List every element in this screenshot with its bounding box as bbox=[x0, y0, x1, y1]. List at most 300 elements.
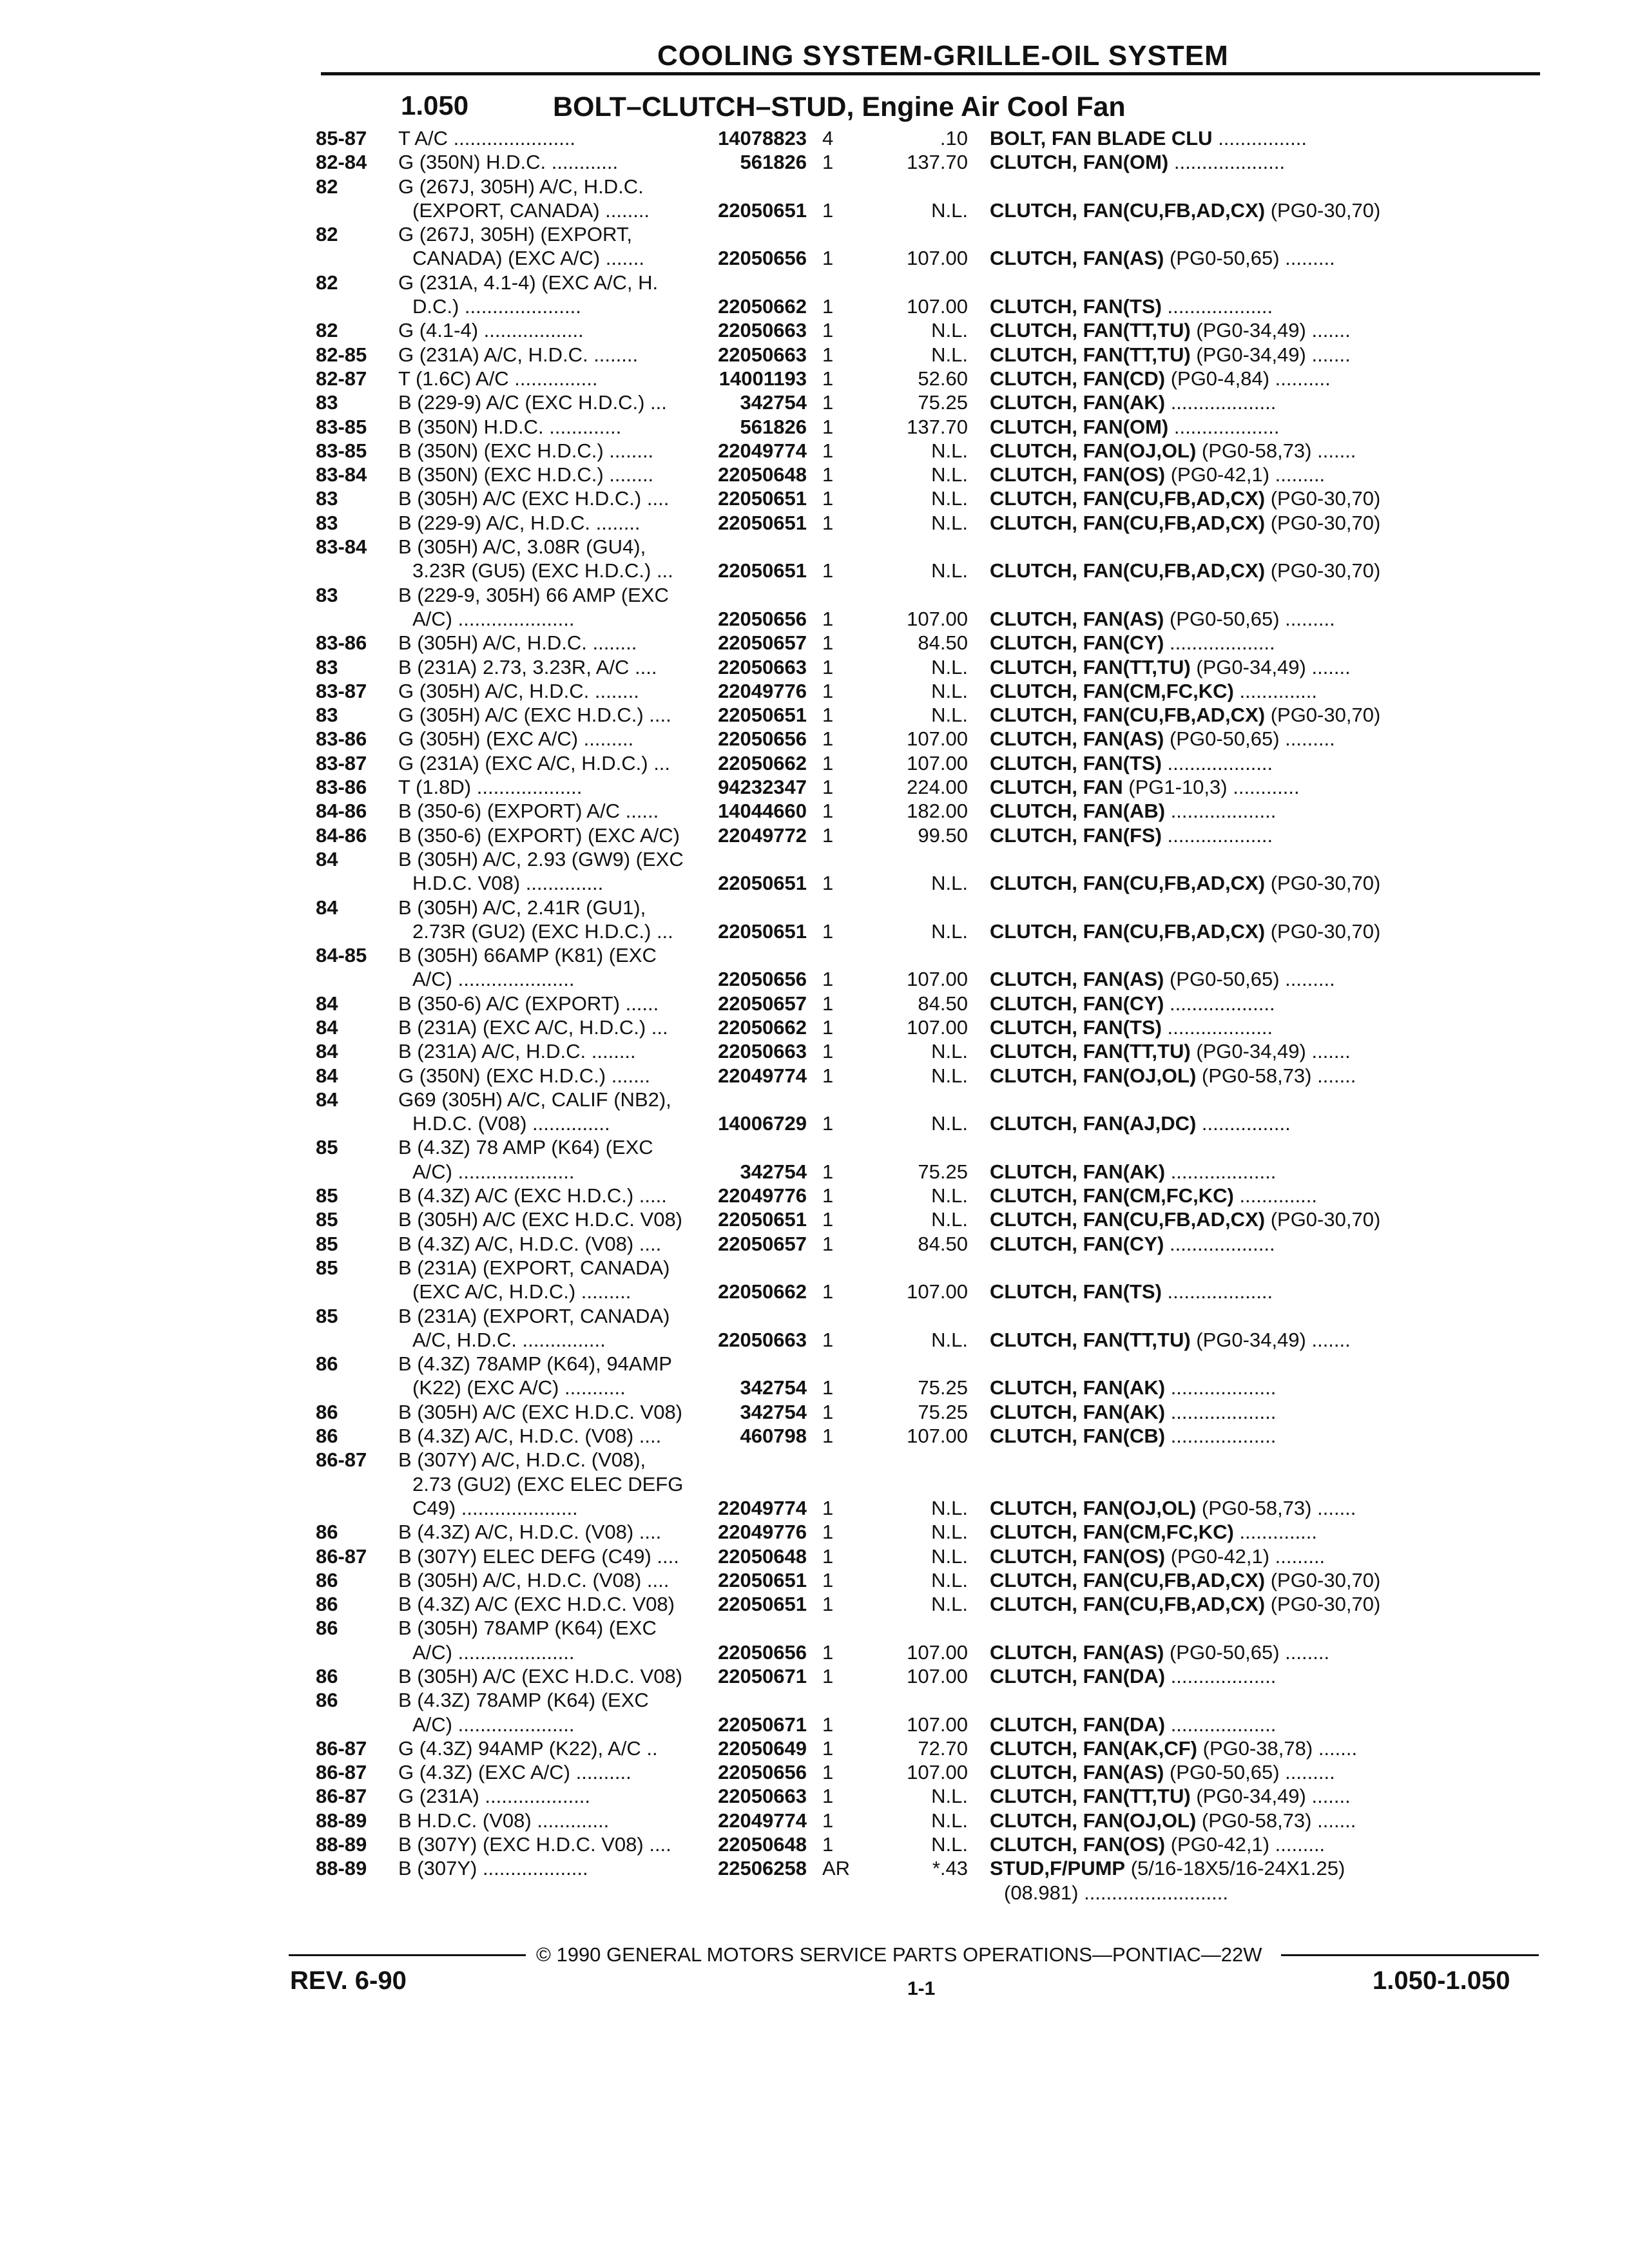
description-name: CLUTCH, FAN(AS) bbox=[990, 727, 1164, 751]
parts-entry bbox=[316, 1688, 1540, 1736]
description-name: CLUTCH, FAN(CB) bbox=[990, 1425, 1166, 1448]
application-text: (EXC A/C, H.D.C.) ......... bbox=[412, 1280, 631, 1303]
price: 107.00 bbox=[907, 1015, 968, 1039]
quantity: AR bbox=[822, 1857, 851, 1880]
entry-line bbox=[316, 1160, 1540, 1184]
entry-line bbox=[316, 1760, 1540, 1784]
price: 75.25 bbox=[918, 391, 968, 414]
description-name: CLUTCH, FAN(CU,FB,AD,CX) bbox=[990, 704, 1266, 727]
price: 107.00 bbox=[907, 727, 968, 751]
model-years: 83-86 bbox=[316, 631, 367, 655]
description-detail: .................... bbox=[1168, 151, 1286, 174]
entry-line bbox=[316, 1520, 1540, 1544]
description-detail: (PG0-58,73) ....... bbox=[1196, 439, 1356, 462]
description-detail: (PG0-30,70) bbox=[1265, 1568, 1381, 1591]
quantity: 1 bbox=[822, 487, 834, 510]
description-detail: ................... bbox=[1164, 992, 1275, 1015]
model-years: 83 bbox=[316, 583, 338, 606]
part-description bbox=[990, 727, 1540, 751]
application-text: B (305H) A/C (EXC H.D.C. V08) bbox=[398, 1665, 683, 1687]
part-number: 22049772 bbox=[718, 823, 807, 847]
part-number: 342754 bbox=[740, 1376, 807, 1399]
application-text: B (305H) A/C, H.D.C. (V08) .... bbox=[398, 1568, 670, 1591]
description-name: CLUTCH, FAN(AS) bbox=[990, 1761, 1164, 1784]
part-number: 22050651 bbox=[718, 919, 807, 943]
price: 72.70 bbox=[918, 1736, 968, 1760]
model-years: 84-86 bbox=[316, 823, 367, 847]
application-text: D.C.) ..................... bbox=[412, 295, 581, 318]
part-number: 342754 bbox=[740, 391, 807, 414]
parts-entry bbox=[316, 1424, 1540, 1448]
entry-line bbox=[316, 1736, 1540, 1760]
parts-entry bbox=[316, 486, 1540, 510]
part-description bbox=[990, 703, 1540, 727]
footer-section-range: 1.050-1.050 bbox=[1373, 1966, 1510, 1995]
entry-line bbox=[316, 679, 1540, 703]
quantity: 1 bbox=[822, 1544, 834, 1568]
model-years: 84 bbox=[316, 1015, 338, 1039]
model-years: 84 bbox=[316, 992, 338, 1015]
footer-rule-left bbox=[289, 1954, 526, 1956]
model-years: 86-87 bbox=[316, 1544, 367, 1568]
part-description bbox=[990, 1544, 1540, 1568]
parts-entry bbox=[316, 439, 1540, 463]
price: 84.50 bbox=[918, 992, 968, 1015]
part-number: 22050651 bbox=[718, 1593, 807, 1616]
quantity: 1 bbox=[822, 1015, 834, 1039]
application-text: T (1.8D) ................... bbox=[398, 776, 583, 799]
description-name: CLUTCH, FAN(CM,FC,KC) bbox=[990, 1521, 1234, 1544]
entry-line bbox=[316, 246, 1540, 270]
page-header-title: COOLING SYSTEM-GRILLE-OIL SYSTEM bbox=[657, 40, 1229, 72]
application-text: G (267J, 305H) A/C, H.D.C. bbox=[398, 175, 644, 198]
application-text: B (4.3Z) 78 AMP (K64) (EXC bbox=[398, 1136, 653, 1159]
price: N.L. bbox=[931, 1568, 968, 1591]
description-detail: (PG0-30,70) bbox=[1265, 872, 1381, 895]
description-name: CLUTCH, FAN(CY) bbox=[990, 631, 1164, 655]
parts-entry bbox=[316, 703, 1540, 727]
part-description bbox=[990, 1160, 1540, 1184]
quantity: 1 bbox=[822, 968, 834, 991]
part-description bbox=[990, 1568, 1540, 1592]
quantity: 1 bbox=[822, 415, 834, 438]
part-number: 22050651 bbox=[718, 1568, 807, 1591]
quantity: 1 bbox=[822, 679, 834, 702]
entry-line bbox=[316, 1809, 1540, 1832]
description-name: CLUTCH, FAN(CU,FB,AD,CX) bbox=[990, 872, 1266, 895]
description-name: CLUTCH, FAN(AK) bbox=[990, 1160, 1166, 1183]
description-name: CLUTCH, FAN(OM) bbox=[990, 415, 1169, 438]
price: N.L. bbox=[931, 1040, 968, 1063]
application-text: B (305H) A/C (EXC H.D.C.) .... bbox=[398, 487, 670, 510]
model-years: 84 bbox=[316, 1088, 338, 1111]
description-name: CLUTCH, FAN(AS) bbox=[990, 968, 1164, 991]
part-number: 22050656 bbox=[718, 1761, 807, 1784]
part-description bbox=[990, 1111, 1540, 1135]
description-detail: .............. bbox=[1233, 1184, 1318, 1207]
quantity: 1 bbox=[822, 872, 834, 895]
parts-entry bbox=[316, 1232, 1540, 1256]
part-description bbox=[990, 992, 1540, 1015]
description-detail: ................ bbox=[1212, 127, 1307, 149]
price: N.L. bbox=[931, 1064, 968, 1087]
model-years: 85 bbox=[316, 1304, 338, 1327]
entry-line bbox=[316, 1232, 1540, 1256]
quantity: 1 bbox=[822, 1328, 834, 1351]
application-text: B (305H) A/C, 2.93 (GW9) (EXC bbox=[398, 847, 684, 870]
part-description bbox=[990, 679, 1540, 703]
entry-line bbox=[316, 126, 1540, 150]
model-years: 83 bbox=[316, 655, 338, 678]
model-years: 86 bbox=[316, 1425, 338, 1448]
model-years: 84 bbox=[316, 847, 338, 870]
quantity: 1 bbox=[822, 343, 834, 366]
description-detail: (PG0-30,70) bbox=[1265, 487, 1381, 510]
part-description bbox=[990, 607, 1540, 631]
price: 75.25 bbox=[918, 1160, 968, 1183]
description-detail: ................... bbox=[1165, 1665, 1277, 1687]
part-number: 22049774 bbox=[718, 1809, 807, 1832]
model-years: 83 bbox=[316, 487, 338, 510]
part-description bbox=[990, 1640, 1540, 1664]
description-name: CLUTCH, FAN(OJ,OL) bbox=[990, 1496, 1197, 1519]
price: N.L. bbox=[931, 319, 968, 342]
description-detail: .............. bbox=[1233, 679, 1318, 702]
quantity: 1 bbox=[822, 1593, 834, 1616]
quantity: 1 bbox=[822, 295, 834, 318]
part-number: 14001193 bbox=[718, 367, 807, 390]
description-detail: (PG0-30,70) bbox=[1265, 1593, 1381, 1616]
entry-line bbox=[316, 1256, 1540, 1280]
price: 107.00 bbox=[907, 1761, 968, 1784]
description-name: CLUTCH, FAN(CM,FC,KC) bbox=[990, 1184, 1234, 1207]
parts-entry bbox=[316, 415, 1540, 439]
part-description bbox=[990, 511, 1540, 535]
entry-line bbox=[316, 1784, 1540, 1808]
description-name: CLUTCH, FAN(OS) bbox=[990, 463, 1166, 486]
entry-line bbox=[316, 1616, 1540, 1640]
application-text: C49) ..................... bbox=[412, 1496, 578, 1519]
price: .10 bbox=[940, 127, 968, 149]
part-description bbox=[990, 343, 1540, 367]
application-text: T (1.6C) A/C ............... bbox=[398, 367, 598, 390]
application-text: B (350N) (EXC H.D.C.) ........ bbox=[398, 463, 654, 486]
entry-line bbox=[316, 198, 1540, 222]
part-number: 22050657 bbox=[718, 992, 807, 1015]
model-years: 82-84 bbox=[316, 151, 367, 174]
price: 107.00 bbox=[907, 247, 968, 270]
entry-line bbox=[316, 1088, 1540, 1111]
entry-line bbox=[316, 847, 1540, 871]
parts-entry bbox=[316, 1352, 1540, 1400]
application-text: B (4.3Z) A/C, H.D.C. (V08) .... bbox=[398, 1521, 662, 1544]
model-years: 85 bbox=[316, 1256, 338, 1279]
model-years: 83-85 bbox=[316, 415, 367, 438]
part-description bbox=[990, 246, 1540, 270]
part-number: 22050651 bbox=[718, 1208, 807, 1231]
part-description bbox=[990, 1376, 1540, 1399]
part-number: 22506258 bbox=[718, 1857, 807, 1880]
quantity: 1 bbox=[822, 1496, 834, 1519]
entry-line bbox=[316, 367, 1540, 390]
part-number: 22050663 bbox=[718, 1040, 807, 1063]
part-number: 22050662 bbox=[718, 1280, 807, 1303]
price: 107.00 bbox=[907, 607, 968, 630]
parts-entry bbox=[316, 799, 1540, 823]
entry-line bbox=[316, 1688, 1540, 1712]
part-description bbox=[990, 1713, 1540, 1736]
entry-line bbox=[316, 415, 1540, 439]
application-text: B (231A) (EXPORT, CANADA) bbox=[398, 1256, 670, 1279]
entry-line bbox=[316, 1881, 1540, 1905]
entry-line bbox=[316, 607, 1540, 631]
part-number: 22050671 bbox=[718, 1665, 807, 1687]
model-years: 86 bbox=[316, 1521, 338, 1544]
description-name: CLUTCH, FAN(OM) bbox=[990, 151, 1169, 174]
entry-line bbox=[316, 1039, 1540, 1063]
description-detail: (PG0-34,49) ....... bbox=[1190, 1040, 1351, 1063]
quantity: 1 bbox=[822, 631, 834, 655]
entry-line bbox=[316, 1352, 1540, 1376]
part-number: 14078823 bbox=[718, 127, 807, 149]
part-description bbox=[990, 559, 1540, 582]
quantity: 4 bbox=[822, 127, 834, 149]
entry-line bbox=[316, 1111, 1540, 1135]
parts-entry bbox=[316, 1039, 1540, 1063]
quantity: 1 bbox=[822, 319, 834, 342]
part-description bbox=[990, 1496, 1540, 1520]
model-years: 86 bbox=[316, 1617, 338, 1640]
entry-line bbox=[316, 1496, 1540, 1520]
entry-line bbox=[316, 1015, 1540, 1039]
part-description bbox=[990, 367, 1540, 390]
price: N.L. bbox=[931, 1184, 968, 1207]
application-text: A/C) ..................... bbox=[412, 968, 575, 991]
quantity: 1 bbox=[822, 1376, 834, 1399]
price: 107.00 bbox=[907, 968, 968, 991]
description-detail: (PG0-30,70) bbox=[1265, 919, 1381, 943]
application-text: B (305H) A/C, 3.08R (GU4), bbox=[398, 535, 646, 559]
part-description bbox=[990, 1400, 1540, 1424]
application-text: G (267J, 305H) (EXPORT, bbox=[398, 223, 632, 246]
entry-line bbox=[316, 631, 1540, 655]
model-years: 82 bbox=[316, 319, 338, 342]
description-detail: (PG0-34,49) ....... bbox=[1190, 319, 1351, 342]
entry-line bbox=[316, 1135, 1540, 1159]
parts-entry bbox=[316, 318, 1540, 342]
application-text: G (231A) (EXC A/C, H.D.C.) ... bbox=[398, 751, 671, 774]
application-text: B (305H) A/C (EXC H.D.C. V08) bbox=[398, 1400, 683, 1423]
application-text: G (231A, 4.1-4) (EXC A/C, H. bbox=[398, 271, 659, 294]
part-number: 561826 bbox=[740, 415, 807, 438]
entry-line bbox=[316, 271, 1540, 294]
application-text: B (4.3Z) A/C (EXC H.D.C.) ..... bbox=[398, 1184, 667, 1207]
application-text: B (229-9) A/C, H.D.C. ........ bbox=[398, 511, 641, 534]
description-name: CLUTCH, FAN(TT,TU) bbox=[990, 1328, 1191, 1351]
entry-line bbox=[316, 535, 1540, 559]
quantity: 1 bbox=[822, 655, 834, 678]
part-number: 22050651 bbox=[718, 487, 807, 510]
price: 107.00 bbox=[907, 1280, 968, 1303]
parts-entry bbox=[316, 583, 1540, 631]
part-description bbox=[990, 415, 1540, 439]
parts-entry bbox=[316, 1520, 1540, 1544]
quantity: 1 bbox=[822, 800, 834, 823]
description-detail: ................... bbox=[1165, 1425, 1277, 1448]
quantity: 1 bbox=[822, 727, 834, 751]
part-number: 22049774 bbox=[718, 439, 807, 462]
entry-line bbox=[316, 727, 1540, 751]
entry-line bbox=[316, 823, 1540, 847]
description-name: CLUTCH, FAN(OJ,OL) bbox=[990, 1064, 1197, 1087]
description-name: STUD,F/PUMP bbox=[990, 1857, 1126, 1880]
description-name: CLUTCH, FAN(OS) bbox=[990, 1544, 1166, 1568]
entry-line bbox=[316, 559, 1540, 582]
part-description bbox=[990, 1784, 1540, 1808]
part-description bbox=[990, 967, 1540, 991]
quantity: 1 bbox=[822, 247, 834, 270]
description-name: CLUTCH, FAN(CU,FB,AD,CX) bbox=[990, 1568, 1266, 1591]
application-text: B (307Y) (EXC H.D.C. V08) .... bbox=[398, 1833, 671, 1856]
description-detail: (PG0-42,1) ......... bbox=[1165, 463, 1325, 486]
part-description bbox=[990, 823, 1540, 847]
entry-line bbox=[316, 343, 1540, 367]
model-years: 84 bbox=[316, 1064, 338, 1087]
part-number: 94232347 bbox=[718, 776, 807, 799]
application-text: CANADA) (EXC A/C) ....... bbox=[412, 247, 644, 270]
model-years: 88-89 bbox=[316, 1809, 367, 1832]
quantity: 1 bbox=[822, 704, 834, 727]
description-detail: (PG0-30,70) bbox=[1265, 559, 1381, 582]
application-text: G (4.1-4) .................. bbox=[398, 319, 584, 342]
entry-line bbox=[316, 175, 1540, 198]
quantity: 1 bbox=[822, 776, 834, 799]
model-years: 82-87 bbox=[316, 367, 367, 390]
part-number: 22050656 bbox=[718, 247, 807, 270]
entry-line bbox=[316, 511, 1540, 535]
part-number: 22050651 bbox=[718, 872, 807, 895]
entry-line bbox=[316, 294, 1540, 318]
description-name: CLUTCH, FAN(CD) bbox=[990, 367, 1166, 390]
model-years: 85 bbox=[316, 1208, 338, 1231]
price: N.L. bbox=[931, 1208, 968, 1231]
price: 107.00 bbox=[907, 751, 968, 774]
part-number: 22050657 bbox=[718, 1232, 807, 1255]
footer-page-number: 1-1 bbox=[907, 1978, 936, 1999]
parts-entry bbox=[316, 367, 1540, 390]
part-description bbox=[990, 775, 1540, 799]
part-description bbox=[990, 1664, 1540, 1688]
part-description bbox=[990, 486, 1540, 510]
application-text: G (231A) A/C, H.D.C. ........ bbox=[398, 343, 639, 366]
price: N.L. bbox=[931, 919, 968, 943]
parts-entry bbox=[316, 1592, 1540, 1616]
quantity: 1 bbox=[822, 1640, 834, 1664]
description-name: BOLT, FAN BLADE CLU bbox=[990, 127, 1213, 149]
price: 107.00 bbox=[907, 1665, 968, 1687]
model-years: 82-85 bbox=[316, 343, 367, 366]
entry-line bbox=[316, 1328, 1540, 1352]
part-description bbox=[990, 439, 1540, 463]
description-name: CLUTCH, FAN(AK) bbox=[990, 1376, 1166, 1399]
description-detail: ................... bbox=[1164, 631, 1275, 655]
part-description bbox=[990, 1520, 1540, 1544]
model-years: 83-87 bbox=[316, 679, 367, 702]
description-detail: (PG0-30,70) bbox=[1265, 511, 1381, 534]
entry-line bbox=[316, 463, 1540, 486]
application-text: G (305H) (EXC A/C) ......... bbox=[398, 727, 634, 751]
description-detail: (PG0-34,49) ....... bbox=[1190, 343, 1351, 366]
parts-entry bbox=[316, 1664, 1540, 1688]
application-text: G (4.3Z) 94AMP (K22), A/C .. bbox=[398, 1736, 658, 1760]
model-years: 86-87 bbox=[316, 1448, 367, 1472]
entry-line bbox=[316, 1472, 1540, 1496]
entry-line bbox=[316, 655, 1540, 679]
description-name: CLUTCH, FAN(TT,TU) bbox=[990, 1040, 1191, 1063]
parts-entry bbox=[316, 175, 1540, 223]
quantity: 1 bbox=[822, 1736, 834, 1760]
model-years: 83-84 bbox=[316, 463, 367, 486]
model-years: 82 bbox=[316, 271, 338, 294]
description-detail: (PG0-50,65) ......... bbox=[1164, 607, 1335, 630]
part-description bbox=[990, 1015, 1540, 1039]
description-name: CLUTCH, FAN(AK,CF) bbox=[990, 1736, 1198, 1760]
model-years: 83-87 bbox=[316, 751, 367, 774]
description-name: CLUTCH, FAN(TS) bbox=[990, 751, 1162, 774]
entry-line bbox=[316, 1448, 1540, 1472]
parts-entry bbox=[316, 463, 1540, 486]
description-name: CLUTCH, FAN(TT,TU) bbox=[990, 655, 1191, 678]
parts-entry bbox=[316, 943, 1540, 992]
price: N.L. bbox=[931, 872, 968, 895]
application-text: (K22) (EXC A/C) ........... bbox=[412, 1376, 626, 1399]
description-detail: (PG0-4,84) .......... bbox=[1165, 367, 1331, 390]
part-number: 22049774 bbox=[718, 1064, 807, 1087]
model-years: 84 bbox=[316, 1040, 338, 1063]
entry-line bbox=[316, 751, 1540, 775]
model-years: 86 bbox=[316, 1665, 338, 1687]
price: N.L. bbox=[931, 704, 968, 727]
quantity: 1 bbox=[822, 1400, 834, 1423]
parts-entry bbox=[316, 1015, 1540, 1039]
part-description bbox=[990, 1856, 1540, 1880]
description-name: CLUTCH, FAN(AK) bbox=[990, 1400, 1166, 1423]
part-description bbox=[990, 1280, 1540, 1303]
application-text: H.D.C. (V08) .............. bbox=[412, 1112, 610, 1135]
part-number: 22050663 bbox=[718, 343, 807, 366]
entry-line bbox=[316, 919, 1540, 943]
application-text: B (350N) (EXC H.D.C.) ........ bbox=[398, 439, 654, 462]
description-detail: ................ bbox=[1196, 1112, 1291, 1135]
description-detail: ................... bbox=[1165, 1713, 1277, 1736]
quantity: 1 bbox=[822, 151, 834, 174]
quantity: 1 bbox=[822, 607, 834, 630]
description-name: CLUTCH, FAN(CU,FB,AD,CX) bbox=[990, 198, 1266, 222]
description-name: CLUTCH, FAN(DA) bbox=[990, 1665, 1166, 1687]
part-number: 561826 bbox=[740, 151, 807, 174]
description-name: CLUTCH, FAN(TS) bbox=[990, 1015, 1162, 1039]
quantity: 1 bbox=[822, 1280, 834, 1303]
price: N.L. bbox=[931, 198, 968, 222]
parts-entry bbox=[316, 775, 1540, 799]
parts-entry bbox=[316, 1736, 1540, 1760]
quantity: 1 bbox=[822, 1184, 834, 1207]
part-description bbox=[990, 150, 1540, 174]
part-description bbox=[990, 294, 1540, 318]
description-name: CLUTCH, FAN(AJ,DC) bbox=[990, 1112, 1197, 1135]
model-years: 88-89 bbox=[316, 1857, 367, 1880]
model-years: 88-89 bbox=[316, 1833, 367, 1856]
